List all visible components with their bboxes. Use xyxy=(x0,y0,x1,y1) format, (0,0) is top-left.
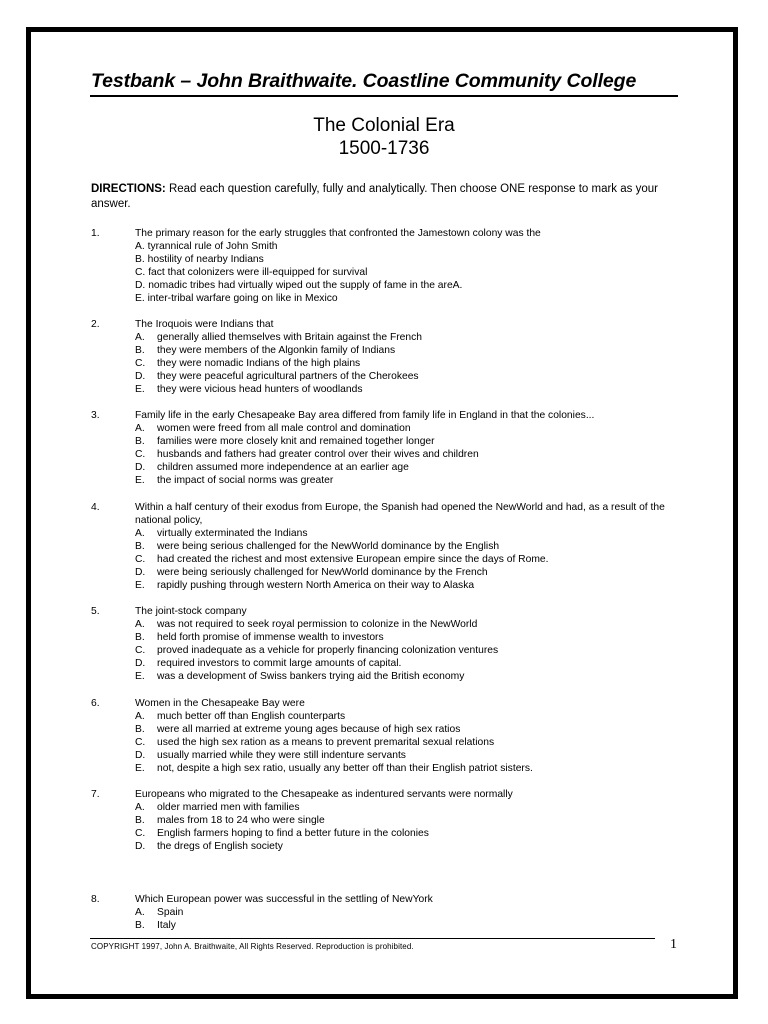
option-d[interactable]: D. children assumed more independence at an earlier age xyxy=(135,462,409,473)
option-b[interactable]: B. hostility of nearby Indians xyxy=(135,254,264,265)
option-b[interactable]: B. males from 18 to 24 who were single xyxy=(135,815,325,826)
option-e[interactable]: E. rapidly pushing through western North America on their way to Alaska xyxy=(135,580,475,591)
option-list xyxy=(135,240,462,305)
option-d[interactable]: D. nomadic tribes had virtually wiped out the supply of fame in the areA. xyxy=(135,280,463,291)
option-b[interactable]: B. held forth promise of immense wealth to investors xyxy=(135,632,384,643)
option-c[interactable]: C. proved inadequate as a vehicle for properly financing colonization ventures xyxy=(135,645,499,656)
question-stem: The primary reason for the early struggles that confronted the Jamestown colony was the xyxy=(135,228,541,239)
option-list xyxy=(135,801,429,853)
option-a[interactable]: A. generally allied themselves with Britain against the French xyxy=(135,332,422,343)
directions-text: Read each question carefully, fully and analytically. Then choose ONE response to mark as your answer. xyxy=(91,183,658,210)
option-list xyxy=(135,906,184,932)
option-b[interactable]: B. they were members of the Algonkin family of Indians xyxy=(135,345,396,356)
question-stem: Women in the Chesapeake Bay were xyxy=(135,698,305,709)
option-b[interactable]: B. Italy xyxy=(135,920,176,931)
option-c[interactable]: C. had created the richest and most extensive European empire since the days of Rome. xyxy=(135,554,549,565)
option-list xyxy=(135,422,479,487)
option-b[interactable]: B. were being serious challenged for the NewWorld dominance by the English xyxy=(135,541,500,552)
option-list xyxy=(135,618,499,683)
title-line-2: 1500-1736 xyxy=(338,138,430,159)
title-line-1: The Colonial Era xyxy=(313,115,455,136)
directions-label: DIRECTIONS: xyxy=(91,183,166,195)
option-d[interactable]: D. they were peaceful agricultural partners of the Cherokees xyxy=(135,371,419,382)
directions xyxy=(91,182,681,212)
option-a[interactable]: A. much better off than English counterparts xyxy=(135,711,346,722)
option-c[interactable]: C. fact that colonizers were ill-equipped for survival xyxy=(135,267,368,278)
option-c[interactable]: C. husbands and fathers had greater control over their wives and children xyxy=(135,449,479,460)
option-list xyxy=(135,527,549,592)
page-number: 1 xyxy=(670,937,677,952)
question-number: 1. xyxy=(91,228,100,239)
option-a[interactable]: A. Spain xyxy=(135,907,184,918)
page-title xyxy=(0,114,768,160)
question-stem: The joint-stock company xyxy=(135,606,247,617)
option-a[interactable]: A. virtually exterminated the Indians xyxy=(135,528,308,539)
option-a[interactable]: A. tyrannical rule of John Smith xyxy=(135,241,278,252)
option-d[interactable]: D. required investors to commit large amounts of capital. xyxy=(135,658,402,669)
option-list xyxy=(135,710,533,775)
option-e[interactable]: E. not, despite a high sex ratio, usually any better off than their English patriot sisters. xyxy=(135,763,533,774)
question-stem: Europeans who migrated to the Chesapeake as indentured servants were normally xyxy=(135,789,513,800)
option-c[interactable]: C. English farmers hoping to find a better future in the colonies xyxy=(135,828,429,839)
option-a[interactable]: A. was not required to seek royal permission to colonize in the NewWorld xyxy=(135,619,478,630)
option-e[interactable]: E. inter-tribal warfare going on like in Mexico xyxy=(135,293,338,304)
option-d[interactable]: D. usually married while they were still indenture servants xyxy=(135,750,406,761)
footer-rule xyxy=(90,938,655,939)
question-number: 7. xyxy=(91,789,100,800)
option-c[interactable]: C. used the high sex ration as a means to prevent premarital sexual relations xyxy=(135,737,495,748)
option-a[interactable]: A. older married men with families xyxy=(135,802,300,813)
question-stem: Which European power was successful in the settling of NewYork xyxy=(135,894,433,905)
document-header: Testbank – John Braithwaite. Coastline Community College xyxy=(91,70,637,92)
question-number: 4. xyxy=(91,502,100,513)
option-e[interactable]: E. was a development of Swiss bankers trying aid the British economy xyxy=(135,671,465,682)
question-number: 6. xyxy=(91,698,100,709)
option-b[interactable]: B. were all married at extreme young ages because of high sex ratios xyxy=(135,724,461,735)
option-d[interactable]: D. the dregs of English society xyxy=(135,841,283,852)
copyright-footer: COPYRIGHT 1997, John A. Braithwaite, All Rights Reserved. Reproduction is prohibited. xyxy=(91,942,414,951)
question-stem: Family life in the early Chesapeake Bay area differed from family life in England in that the colonies... xyxy=(135,410,595,421)
option-e[interactable]: E. the impact of social norms was greater xyxy=(135,475,334,486)
question-stem: The Iroquois were Indians that xyxy=(135,319,274,330)
question-number: 8. xyxy=(91,894,100,905)
option-list xyxy=(135,331,422,396)
option-e[interactable]: E. they were vicious head hunters of woodlands xyxy=(135,384,363,395)
question-number: 3. xyxy=(91,410,100,421)
option-b[interactable]: B. families were more closely knit and remained together longer xyxy=(135,436,435,447)
header-rule xyxy=(90,95,678,97)
option-a[interactable]: A. women were freed from all male control and domination xyxy=(135,423,411,434)
question-stem: Within a half century of their exodus from Europe, the Spanish had opened the NewWorld and had, as a result of the national policy, xyxy=(135,502,665,526)
option-d[interactable]: D. were being seriously challenged for NewWorld dominance by the French xyxy=(135,567,488,578)
option-c[interactable]: C. they were nomadic Indians of the high plains xyxy=(135,358,361,369)
question-number: 5. xyxy=(91,606,100,617)
question-number: 2. xyxy=(91,319,100,330)
